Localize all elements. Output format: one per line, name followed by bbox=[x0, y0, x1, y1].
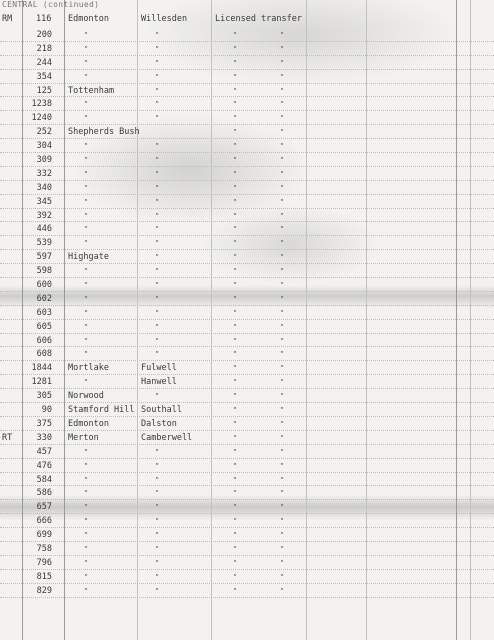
row-note-b: " bbox=[280, 378, 285, 387]
row-note: " bbox=[233, 183, 238, 192]
row-depot-a: " bbox=[84, 544, 89, 553]
row-number: 252 bbox=[36, 127, 52, 138]
row-depot-b: " bbox=[155, 114, 160, 123]
row-number: 476 bbox=[36, 460, 52, 471]
ledger-table bbox=[0, 28, 494, 598]
row-note: " bbox=[233, 503, 238, 512]
row-note: " bbox=[233, 169, 238, 178]
row-depot-b: " bbox=[155, 156, 160, 165]
row-number: 446 bbox=[36, 224, 52, 235]
row-depot-a: " bbox=[84, 308, 89, 317]
table-row bbox=[0, 292, 494, 306]
row-depot-b: Fulwell bbox=[141, 363, 177, 374]
row-note: " bbox=[233, 489, 238, 498]
row-depot-b: " bbox=[155, 281, 160, 290]
row-note-b: " bbox=[280, 392, 285, 401]
header-depot-a: Edmonton bbox=[68, 14, 109, 24]
table-row bbox=[0, 320, 494, 334]
row-number: 605 bbox=[36, 321, 52, 332]
row-number: 200 bbox=[36, 30, 52, 40]
row-note-b: " bbox=[280, 211, 285, 220]
column-headers bbox=[0, 14, 494, 28]
row-depot-a: " bbox=[84, 183, 89, 192]
row-depot-a: Edmonton bbox=[68, 418, 109, 429]
row-note: " bbox=[233, 72, 238, 81]
row-note-b: " bbox=[280, 114, 285, 123]
row-number: 815 bbox=[36, 571, 52, 582]
row-note-b: " bbox=[280, 169, 285, 178]
row-note-b: " bbox=[280, 239, 285, 248]
row-depot-b: " bbox=[155, 142, 160, 151]
row-note-b: " bbox=[280, 31, 285, 39]
row-depot-b: " bbox=[155, 392, 160, 401]
table-row bbox=[0, 306, 494, 320]
row-number: 392 bbox=[36, 210, 52, 221]
section-header: CENTRAL (continued) bbox=[2, 0, 100, 9]
row-number: 218 bbox=[36, 43, 52, 54]
row-note-b: " bbox=[280, 156, 285, 165]
row-depot-a: " bbox=[84, 294, 89, 303]
table-row bbox=[0, 389, 494, 403]
row-depot-a: " bbox=[84, 169, 89, 178]
row-note: " bbox=[233, 100, 238, 109]
row-depot-b: " bbox=[155, 531, 160, 540]
row-note-b: " bbox=[280, 72, 285, 81]
row-depot-a: " bbox=[84, 336, 89, 345]
header-depot-b: Willesden bbox=[141, 14, 188, 24]
table-row bbox=[0, 431, 494, 445]
row-number: 345 bbox=[36, 196, 52, 207]
row-depot-b: " bbox=[155, 572, 160, 581]
table-row bbox=[0, 70, 494, 84]
table-row bbox=[0, 111, 494, 125]
row-number: 598 bbox=[36, 266, 52, 277]
row-depot-b: " bbox=[155, 44, 160, 53]
row-number: 603 bbox=[36, 307, 52, 318]
table-row bbox=[0, 556, 494, 570]
row-depot-a: " bbox=[84, 378, 89, 387]
row-note-b: " bbox=[280, 544, 285, 553]
table-row bbox=[0, 542, 494, 556]
row-depot-a: " bbox=[84, 572, 89, 581]
row-depot-a: " bbox=[84, 225, 89, 234]
row-number: 539 bbox=[36, 238, 52, 249]
row-note: " bbox=[233, 558, 238, 567]
row-note: " bbox=[233, 517, 238, 526]
row-note-b: " bbox=[280, 350, 285, 359]
table-row bbox=[0, 445, 494, 459]
row-note-b: " bbox=[280, 197, 285, 206]
row-note: " bbox=[233, 58, 238, 67]
row-depot-b: " bbox=[155, 294, 160, 303]
row-note: " bbox=[233, 128, 238, 137]
table-row bbox=[0, 153, 494, 167]
row-note: " bbox=[233, 350, 238, 359]
row-note-b: " bbox=[280, 433, 285, 442]
row-note: " bbox=[233, 322, 238, 331]
header-note: Licensed transfer bbox=[215, 14, 302, 24]
row-note-b: " bbox=[280, 489, 285, 498]
row-number: 600 bbox=[36, 280, 52, 291]
row-number: 125 bbox=[36, 85, 52, 96]
row-depot-a: Tottenham bbox=[68, 85, 115, 96]
row-depot-b: " bbox=[155, 31, 160, 39]
row-depot-b: " bbox=[155, 253, 160, 262]
row-depot-a: Merton bbox=[68, 432, 99, 443]
table-row bbox=[0, 514, 494, 528]
row-depot-b: " bbox=[155, 322, 160, 331]
row-depot-a: " bbox=[84, 239, 89, 248]
row-depot-a: Shepherds Bush bbox=[68, 127, 140, 138]
row-depot-a: Stamford Hill bbox=[68, 405, 135, 416]
table-row bbox=[0, 209, 494, 223]
row-depot-b: " bbox=[155, 100, 160, 109]
row-depot-a: Highgate bbox=[68, 252, 109, 263]
table-row bbox=[0, 28, 494, 42]
row-number: 606 bbox=[36, 335, 52, 346]
row-note: " bbox=[233, 392, 238, 401]
row-depot-a: " bbox=[84, 44, 89, 53]
row-note-b: " bbox=[280, 294, 285, 303]
row-note: " bbox=[233, 239, 238, 248]
row-number: 602 bbox=[36, 293, 52, 304]
row-note: " bbox=[233, 114, 238, 123]
row-depot-b: " bbox=[155, 544, 160, 553]
table-row bbox=[0, 181, 494, 195]
row-depot-a: " bbox=[84, 114, 89, 123]
row-note: " bbox=[233, 225, 238, 234]
row-depot-b: " bbox=[155, 72, 160, 81]
row-depot-b: Hanwell bbox=[141, 377, 177, 388]
row-note-b: " bbox=[280, 100, 285, 109]
row-note-b: " bbox=[280, 183, 285, 192]
row-note: " bbox=[233, 544, 238, 553]
row-prefix: RT bbox=[2, 432, 13, 443]
row-depot-b: " bbox=[155, 350, 160, 359]
table-row bbox=[0, 361, 494, 375]
table-row bbox=[0, 570, 494, 584]
row-note: " bbox=[233, 281, 238, 290]
row-note-b: " bbox=[280, 58, 285, 67]
row-depot-b: " bbox=[155, 336, 160, 345]
row-depot-b: " bbox=[155, 211, 160, 220]
table-row bbox=[0, 56, 494, 70]
row-note: " bbox=[233, 419, 238, 428]
row-number: 375 bbox=[36, 418, 52, 429]
row-depot-b: Southall bbox=[141, 405, 182, 416]
row-depot-b: Dalston bbox=[141, 418, 177, 429]
row-note-b: " bbox=[280, 475, 285, 484]
row-depot-a: " bbox=[84, 350, 89, 359]
row-depot-b: " bbox=[155, 267, 160, 276]
table-row bbox=[0, 528, 494, 542]
row-depot-b: " bbox=[155, 586, 160, 595]
row-number: 340 bbox=[36, 182, 52, 193]
row-number: 1238 bbox=[31, 99, 52, 110]
row-note: " bbox=[233, 433, 238, 442]
row-depot-b: " bbox=[155, 558, 160, 567]
row-number: 304 bbox=[36, 141, 52, 152]
row-note-b: " bbox=[280, 336, 285, 345]
row-number: 597 bbox=[36, 252, 52, 263]
table-row bbox=[0, 473, 494, 487]
row-depot-b: " bbox=[155, 58, 160, 67]
row-depot-b: " bbox=[155, 183, 160, 192]
row-depot-a: Mortlake bbox=[68, 363, 109, 374]
row-note-b: " bbox=[280, 406, 285, 415]
row-depot-a: " bbox=[84, 586, 89, 595]
row-number: 699 bbox=[36, 530, 52, 541]
table-row bbox=[0, 375, 494, 389]
row-note-b: " bbox=[280, 86, 285, 95]
row-note: " bbox=[233, 475, 238, 484]
row-note-b: " bbox=[280, 586, 285, 595]
row-note-b: " bbox=[280, 572, 285, 581]
row-depot-a: " bbox=[84, 531, 89, 540]
row-depot-a: " bbox=[84, 197, 89, 206]
row-note: " bbox=[233, 461, 238, 470]
table-row bbox=[0, 139, 494, 153]
row-note-b: " bbox=[280, 419, 285, 428]
row-depot-b: " bbox=[155, 239, 160, 248]
row-note-b: " bbox=[280, 142, 285, 151]
row-depot-b: " bbox=[155, 447, 160, 456]
row-note: " bbox=[233, 406, 238, 415]
row-number: 666 bbox=[36, 516, 52, 527]
table-row bbox=[0, 347, 494, 361]
row-note-b: " bbox=[280, 461, 285, 470]
table-row bbox=[0, 42, 494, 56]
row-depot-a: " bbox=[84, 517, 89, 526]
row-depot-a: " bbox=[84, 142, 89, 151]
row-note-b: " bbox=[280, 517, 285, 526]
row-note: " bbox=[233, 267, 238, 276]
row-depot-a: " bbox=[84, 281, 89, 290]
row-depot-a: " bbox=[84, 503, 89, 512]
row-note-b: " bbox=[280, 447, 285, 456]
row-note-b: " bbox=[280, 253, 285, 262]
row-depot-a: " bbox=[84, 58, 89, 67]
row-depot-b: Camberwell bbox=[141, 432, 193, 443]
row-number: 457 bbox=[36, 446, 52, 457]
row-note-b: " bbox=[280, 322, 285, 331]
row-depot-b: " bbox=[155, 517, 160, 526]
table-row bbox=[0, 195, 494, 209]
row-number: 332 bbox=[36, 168, 52, 179]
row-number: 1240 bbox=[31, 113, 52, 124]
row-number: 354 bbox=[36, 71, 52, 82]
row-depot-b: " bbox=[155, 489, 160, 498]
row-depot-b: " bbox=[155, 503, 160, 512]
row-note-b: " bbox=[280, 281, 285, 290]
row-number: 1281 bbox=[31, 377, 52, 388]
table-row bbox=[0, 84, 494, 98]
row-depot-a: " bbox=[84, 100, 89, 109]
row-note: " bbox=[233, 572, 238, 581]
row-depot-b: " bbox=[155, 169, 160, 178]
row-note: " bbox=[233, 586, 238, 595]
row-note-b: " bbox=[280, 503, 285, 512]
row-depot-a: " bbox=[84, 322, 89, 331]
row-number: 90 bbox=[41, 405, 52, 416]
row-note: " bbox=[233, 364, 238, 373]
row-number: 309 bbox=[36, 155, 52, 166]
row-number: 330 bbox=[36, 432, 52, 443]
row-depot-a: " bbox=[84, 461, 89, 470]
row-depot-b: " bbox=[155, 461, 160, 470]
row-note: " bbox=[233, 447, 238, 456]
row-number: 1844 bbox=[31, 363, 52, 374]
row-note-b: " bbox=[280, 225, 285, 234]
row-note: " bbox=[233, 294, 238, 303]
row-note: " bbox=[233, 44, 238, 53]
table-row bbox=[0, 584, 494, 598]
row-note: " bbox=[233, 156, 238, 165]
row-note: " bbox=[233, 336, 238, 345]
row-number: 586 bbox=[36, 488, 52, 499]
row-number: 796 bbox=[36, 557, 52, 568]
header-prefix: RM bbox=[2, 14, 13, 24]
row-depot-a: " bbox=[84, 72, 89, 81]
row-note: " bbox=[233, 197, 238, 206]
row-depot-a: " bbox=[84, 156, 89, 165]
table-row bbox=[0, 334, 494, 348]
row-depot-a: " bbox=[84, 489, 89, 498]
row-depot-a: " bbox=[84, 475, 89, 484]
row-note: " bbox=[233, 86, 238, 95]
table-row bbox=[0, 403, 494, 417]
table-row bbox=[0, 278, 494, 292]
header-number: 116 bbox=[36, 14, 52, 24]
row-number: 584 bbox=[36, 474, 52, 485]
row-note-b: " bbox=[280, 558, 285, 567]
row-depot-a: Norwood bbox=[68, 391, 104, 402]
table-row bbox=[0, 500, 494, 514]
row-note-b: " bbox=[280, 128, 285, 137]
row-note-b: " bbox=[280, 308, 285, 317]
row-note: " bbox=[233, 31, 238, 39]
row-depot-b: " bbox=[155, 197, 160, 206]
row-number: 758 bbox=[36, 543, 52, 554]
row-depot-b: " bbox=[155, 86, 160, 95]
row-note: " bbox=[233, 531, 238, 540]
row-number: 244 bbox=[36, 57, 52, 68]
row-note: " bbox=[233, 378, 238, 387]
table-row bbox=[0, 236, 494, 250]
row-depot-b: " bbox=[155, 225, 160, 234]
row-depot-b: " bbox=[155, 308, 160, 317]
row-number: 829 bbox=[36, 585, 52, 596]
table-row bbox=[0, 222, 494, 236]
row-note-b: " bbox=[280, 267, 285, 276]
table-row bbox=[0, 264, 494, 278]
row-note: " bbox=[233, 308, 238, 317]
table-row bbox=[0, 417, 494, 431]
row-depot-b: " bbox=[155, 475, 160, 484]
row-number: 305 bbox=[36, 391, 52, 402]
row-depot-a: " bbox=[84, 31, 89, 39]
row-note-b: " bbox=[280, 364, 285, 373]
table-row bbox=[0, 486, 494, 500]
row-number: 657 bbox=[36, 502, 52, 513]
row-note: " bbox=[233, 142, 238, 151]
row-note: " bbox=[233, 253, 238, 262]
table-row bbox=[0, 97, 494, 111]
table-row bbox=[0, 250, 494, 264]
row-depot-a: " bbox=[84, 211, 89, 220]
row-depot-a: " bbox=[84, 267, 89, 276]
row-note-b: " bbox=[280, 531, 285, 540]
row-number: 608 bbox=[36, 349, 52, 360]
row-depot-a: " bbox=[84, 558, 89, 567]
row-depot-a: " bbox=[84, 447, 89, 456]
row-note-b: " bbox=[280, 44, 285, 53]
row-note: " bbox=[233, 211, 238, 220]
table-row bbox=[0, 125, 494, 139]
table-row bbox=[0, 459, 494, 473]
table-row bbox=[0, 167, 494, 181]
